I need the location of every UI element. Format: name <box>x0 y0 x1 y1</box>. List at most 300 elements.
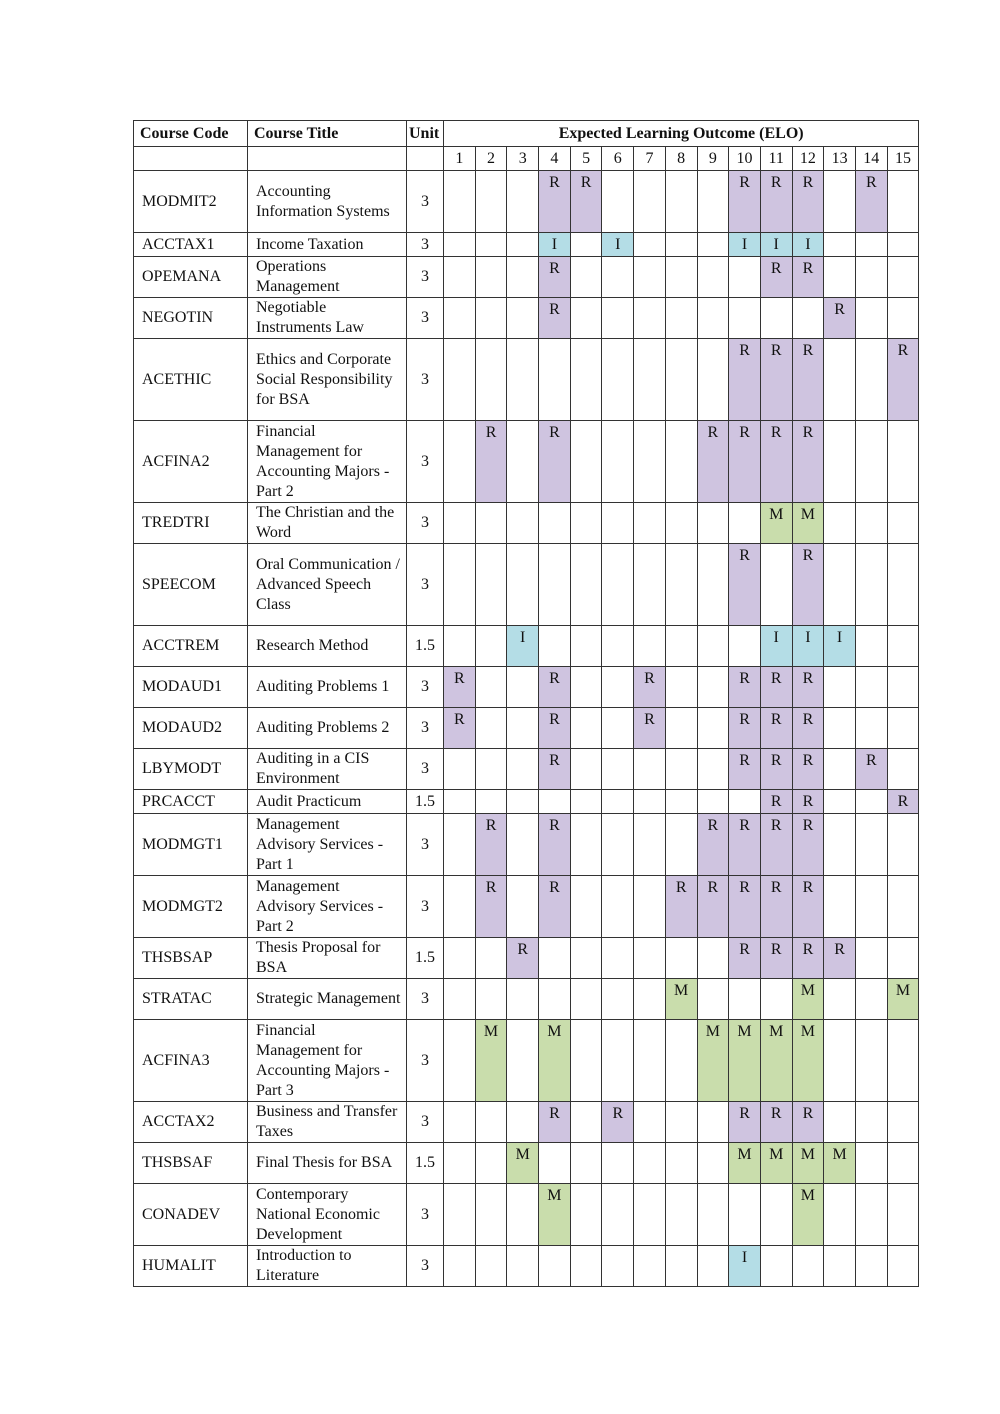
elo-mark-r: R <box>570 171 602 233</box>
table-row <box>134 503 919 544</box>
elo-empty-cell <box>760 1184 792 1246</box>
elo-empty-cell <box>697 979 729 1020</box>
course-code: ACCTAX1 <box>134 233 248 257</box>
elo-empty-cell <box>887 503 919 544</box>
elo-empty-cell <box>887 1143 919 1184</box>
elo-empty-cell <box>697 298 729 339</box>
elo-empty-cell <box>475 1102 507 1143</box>
elo-empty-cell <box>887 749 919 790</box>
elo-mark-r: R <box>760 749 792 790</box>
elo-empty-cell <box>665 339 697 421</box>
elo-mark-r: R <box>602 1102 634 1143</box>
course-unit: 3 <box>407 421 444 503</box>
elo-empty-cell <box>475 1184 507 1246</box>
elo-mark-m: M <box>760 503 792 544</box>
elo-empty-cell <box>570 421 602 503</box>
elo-empty-cell <box>697 708 729 749</box>
elo-empty-cell <box>602 298 634 339</box>
elo-mark-i: I <box>729 1246 761 1287</box>
elo-empty-cell <box>570 626 602 667</box>
elo-empty-cell <box>570 1102 602 1143</box>
elo-empty-cell <box>507 171 539 233</box>
elo-mark-r: R <box>792 544 824 626</box>
elo-empty-cell <box>824 233 856 257</box>
elo-empty-cell <box>507 421 539 503</box>
elo-empty-cell <box>665 626 697 667</box>
elo-empty-cell <box>507 876 539 938</box>
elo-mark-m: M <box>792 979 824 1020</box>
elo-empty-cell <box>697 171 729 233</box>
elo-empty-cell <box>444 1184 476 1246</box>
elo-empty-cell <box>824 421 856 503</box>
elo-empty-cell <box>570 298 602 339</box>
elo-empty-cell <box>539 1246 571 1287</box>
elo-empty-cell <box>855 298 887 339</box>
elo-mark-r: R <box>475 421 507 503</box>
outcome-number: 7 <box>634 147 666 171</box>
elo-mark-r: R <box>729 876 761 938</box>
elo-mark-r: R <box>792 171 824 233</box>
elo-mark-r: R <box>444 667 476 708</box>
elo-mark-r: R <box>855 171 887 233</box>
elo-mark-m: M <box>824 1143 856 1184</box>
course-code: ACFINA2 <box>134 421 248 503</box>
elo-mark-r: R <box>539 814 571 876</box>
outcome-number: 8 <box>665 147 697 171</box>
course-code: TREDTRI <box>134 503 248 544</box>
course-title: Ethics and Corporate Social Responsibility for BSA <box>248 339 407 421</box>
elo-empty-cell <box>665 1102 697 1143</box>
elo-empty-cell <box>507 1020 539 1102</box>
elo-empty-cell <box>665 233 697 257</box>
elo-empty-cell <box>507 544 539 626</box>
elo-empty-cell <box>634 938 666 979</box>
elo-empty-cell <box>634 626 666 667</box>
course-unit: 3 <box>407 339 444 421</box>
elo-empty-cell <box>887 544 919 626</box>
elo-empty-cell <box>887 708 919 749</box>
elo-empty-cell <box>475 257 507 298</box>
course-code: MODMGT1 <box>134 814 248 876</box>
elo-empty-cell <box>697 257 729 298</box>
table-row <box>134 749 919 790</box>
elo-empty-cell <box>444 298 476 339</box>
elo-empty-cell <box>665 749 697 790</box>
elo-empty-cell <box>760 979 792 1020</box>
elo-empty-cell <box>634 1246 666 1287</box>
course-title: Strategic Management <box>248 979 407 1020</box>
course-code: LBYMODT <box>134 749 248 790</box>
elo-empty-cell <box>824 1102 856 1143</box>
outcome-number: 11 <box>760 147 792 171</box>
table-row <box>134 708 919 749</box>
elo-empty-cell <box>634 1184 666 1246</box>
course-title: Research Method <box>248 626 407 667</box>
elo-empty-cell <box>855 1246 887 1287</box>
elo-empty-cell <box>887 938 919 979</box>
elo-empty-cell <box>602 1020 634 1102</box>
elo-mark-r: R <box>760 667 792 708</box>
elo-mark-r: R <box>792 790 824 814</box>
elo-empty-cell <box>634 749 666 790</box>
elo-empty-cell <box>887 298 919 339</box>
course-code: HUMALIT <box>134 1246 248 1287</box>
elo-empty-cell <box>602 626 634 667</box>
elo-mark-r: R <box>697 814 729 876</box>
elo-header: Expected Learning Outcome (ELO) <box>444 121 919 147</box>
elo-empty-cell <box>444 171 476 233</box>
course-code: MODMGT2 <box>134 876 248 938</box>
elo-empty-cell <box>729 257 761 298</box>
elo-mark-r: R <box>729 171 761 233</box>
elo-mark-r: R <box>887 790 919 814</box>
elo-mark-r: R <box>792 667 824 708</box>
elo-empty-cell <box>760 544 792 626</box>
elo-empty-cell <box>824 1020 856 1102</box>
course-code: ACETHIC <box>134 339 248 421</box>
elo-empty-cell <box>887 1020 919 1102</box>
elo-empty-cell <box>570 1020 602 1102</box>
elo-mark-r: R <box>887 339 919 421</box>
elo-mark-m: M <box>792 503 824 544</box>
elo-empty-cell <box>507 1184 539 1246</box>
elo-empty-cell <box>570 938 602 979</box>
elo-empty-cell <box>475 938 507 979</box>
elo-empty-cell <box>602 421 634 503</box>
course-title: Auditing Problems 2 <box>248 708 407 749</box>
elo-empty-cell <box>729 790 761 814</box>
elo-empty-cell <box>855 626 887 667</box>
elo-empty-cell <box>507 257 539 298</box>
course-code: MODAUD1 <box>134 667 248 708</box>
table-row <box>134 667 919 708</box>
elo-mark-r: R <box>760 938 792 979</box>
elo-empty-cell <box>887 1102 919 1143</box>
elo-empty-cell <box>507 298 539 339</box>
elo-empty-cell <box>634 503 666 544</box>
course-title: Management Advisory Services - Part 2 <box>248 876 407 938</box>
elo-empty-cell <box>602 1246 634 1287</box>
course-code: MODAUD2 <box>134 708 248 749</box>
elo-empty-cell <box>855 814 887 876</box>
elo-empty-cell <box>570 544 602 626</box>
elo-mark-r: R <box>475 876 507 938</box>
course-title: Introduction to Literature <box>248 1246 407 1287</box>
table-header <box>134 121 919 171</box>
elo-empty-cell <box>887 667 919 708</box>
elo-empty-cell <box>855 876 887 938</box>
elo-empty-cell <box>855 1020 887 1102</box>
elo-empty-cell <box>475 171 507 233</box>
course-title: Business and Transfer Taxes <box>248 1102 407 1143</box>
elo-empty-cell <box>824 749 856 790</box>
elo-empty-cell <box>570 1143 602 1184</box>
elo-empty-cell <box>697 503 729 544</box>
course-code: ACFINA3 <box>134 1020 248 1102</box>
elo-empty-cell <box>444 790 476 814</box>
elo-mark-m: M <box>539 1020 571 1102</box>
elo-empty-cell <box>855 1184 887 1246</box>
elo-empty-cell <box>475 790 507 814</box>
elo-empty-cell <box>539 979 571 1020</box>
elo-empty-cell <box>475 503 507 544</box>
course-title: Negotiable Instruments Law <box>248 298 407 339</box>
elo-empty-cell <box>539 626 571 667</box>
course-code: PRCACCT <box>134 790 248 814</box>
elo-empty-cell <box>697 938 729 979</box>
outcome-number: 15 <box>887 147 919 171</box>
elo-mark-r: R <box>760 1102 792 1143</box>
elo-empty-cell <box>634 1020 666 1102</box>
elo-mark-r: R <box>665 876 697 938</box>
elo-empty-cell <box>729 503 761 544</box>
elo-empty-cell <box>824 876 856 938</box>
elo-empty-cell <box>602 503 634 544</box>
blank-header-cell <box>407 147 444 171</box>
elo-empty-cell <box>570 1184 602 1246</box>
elo-empty-cell <box>444 544 476 626</box>
outcome-number: 6 <box>602 147 634 171</box>
elo-empty-cell <box>855 979 887 1020</box>
elo-mark-r: R <box>792 708 824 749</box>
course-code: CONADEV <box>134 1184 248 1246</box>
elo-mark-r: R <box>729 708 761 749</box>
elo-empty-cell <box>507 979 539 1020</box>
elo-empty-cell <box>602 708 634 749</box>
course-unit: 3 <box>407 233 444 257</box>
elo-empty-cell <box>444 339 476 421</box>
elo-empty-cell <box>570 339 602 421</box>
elo-empty-cell <box>824 667 856 708</box>
table-row <box>134 814 919 876</box>
elo-empty-cell <box>697 1184 729 1246</box>
elo-mark-r: R <box>760 814 792 876</box>
course-code: ACCTREM <box>134 626 248 667</box>
elo-mark-r: R <box>760 171 792 233</box>
elo-empty-cell <box>602 544 634 626</box>
elo-empty-cell <box>824 171 856 233</box>
blank-header-cell <box>134 147 248 171</box>
elo-empty-cell <box>634 814 666 876</box>
elo-mark-m: M <box>792 1143 824 1184</box>
elo-empty-cell <box>855 1102 887 1143</box>
elo-mark-r: R <box>760 339 792 421</box>
elo-mark-r: R <box>444 708 476 749</box>
elo-empty-cell <box>507 339 539 421</box>
elo-empty-cell <box>634 876 666 938</box>
elo-empty-cell <box>792 298 824 339</box>
elo-empty-cell <box>602 790 634 814</box>
elo-empty-cell <box>824 1246 856 1287</box>
elo-empty-cell <box>570 257 602 298</box>
elo-empty-cell <box>697 626 729 667</box>
elo-mark-r: R <box>539 708 571 749</box>
elo-mark-r: R <box>792 749 824 790</box>
elo-empty-cell <box>602 876 634 938</box>
elo-empty-cell <box>855 938 887 979</box>
elo-empty-cell <box>887 626 919 667</box>
table-row <box>134 339 919 421</box>
elo-empty-cell <box>634 171 666 233</box>
elo-mark-r: R <box>760 421 792 503</box>
elo-empty-cell <box>665 1143 697 1184</box>
elo-empty-cell <box>697 667 729 708</box>
course-unit: 3 <box>407 171 444 233</box>
elo-mark-r: R <box>792 876 824 938</box>
elo-empty-cell <box>507 749 539 790</box>
elo-empty-cell <box>665 298 697 339</box>
course-code: ACCTAX2 <box>134 1102 248 1143</box>
elo-mark-r: R <box>634 667 666 708</box>
table-row <box>134 1143 919 1184</box>
course-title: Oral Communication / Advanced Speech Class <box>248 544 407 626</box>
elo-empty-cell <box>444 1020 476 1102</box>
elo-mark-r: R <box>760 257 792 298</box>
elo-empty-cell <box>475 626 507 667</box>
elo-empty-cell <box>444 233 476 257</box>
course-unit: 3 <box>407 667 444 708</box>
elo-empty-cell <box>602 938 634 979</box>
course-code: MODMIT2 <box>134 171 248 233</box>
course-unit: 3 <box>407 1102 444 1143</box>
elo-empty-cell <box>507 1102 539 1143</box>
elo-empty-cell <box>444 626 476 667</box>
elo-empty-cell <box>602 171 634 233</box>
elo-empty-cell <box>507 1246 539 1287</box>
elo-empty-cell <box>570 1246 602 1287</box>
elo-empty-cell <box>539 790 571 814</box>
elo-mark-r: R <box>729 1102 761 1143</box>
elo-empty-cell <box>602 749 634 790</box>
elo-empty-cell <box>507 708 539 749</box>
elo-empty-cell <box>444 876 476 938</box>
elo-empty-cell <box>887 171 919 233</box>
elo-empty-cell <box>475 339 507 421</box>
outcome-number: 3 <box>507 147 539 171</box>
course-title: Auditing Problems 1 <box>248 667 407 708</box>
elo-mark-i: I <box>792 233 824 257</box>
elo-empty-cell <box>665 667 697 708</box>
elo-empty-cell <box>824 257 856 298</box>
elo-empty-cell <box>665 938 697 979</box>
course-code: NEGOTIN <box>134 298 248 339</box>
elo-empty-cell <box>444 1246 476 1287</box>
elo-empty-cell <box>855 708 887 749</box>
elo-mark-m: M <box>507 1143 539 1184</box>
elo-mark-r: R <box>824 938 856 979</box>
elo-empty-cell <box>570 979 602 1020</box>
elo-mark-r: R <box>539 421 571 503</box>
course-unit: 1.5 <box>407 1143 444 1184</box>
elo-mark-i: I <box>760 233 792 257</box>
course-unit: 3 <box>407 708 444 749</box>
course-unit: 3 <box>407 876 444 938</box>
elo-empty-cell <box>824 790 856 814</box>
elo-mark-r: R <box>855 749 887 790</box>
course-code: SPEECOM <box>134 544 248 626</box>
elo-mark-r: R <box>539 171 571 233</box>
elo-empty-cell <box>570 667 602 708</box>
table-row <box>134 257 919 298</box>
course-code: THSBSAF <box>134 1143 248 1184</box>
elo-empty-cell <box>665 1246 697 1287</box>
elo-mark-m: M <box>729 1143 761 1184</box>
elo-mark-r: R <box>697 876 729 938</box>
outcome-number-row <box>134 147 919 171</box>
elo-empty-cell <box>634 339 666 421</box>
elo-mark-m: M <box>792 1184 824 1246</box>
elo-empty-cell <box>855 503 887 544</box>
elo-empty-cell <box>665 421 697 503</box>
elo-mark-m: M <box>760 1020 792 1102</box>
table-row <box>134 876 919 938</box>
course-title: Contemporary National Economic Development <box>248 1184 407 1246</box>
elo-empty-cell <box>634 790 666 814</box>
elo-empty-cell <box>570 749 602 790</box>
elo-empty-cell <box>697 233 729 257</box>
elo-empty-cell <box>665 503 697 544</box>
elo-mark-m: M <box>760 1143 792 1184</box>
course-title: Financial Management for Accounting Majors - Part 3 <box>248 1020 407 1102</box>
elo-empty-cell <box>855 257 887 298</box>
elo-empty-cell <box>444 421 476 503</box>
elo-empty-cell <box>444 938 476 979</box>
elo-mark-i: I <box>760 626 792 667</box>
elo-empty-cell <box>634 544 666 626</box>
outcome-number: 9 <box>697 147 729 171</box>
elo-empty-cell <box>634 233 666 257</box>
elo-empty-cell <box>602 814 634 876</box>
elo-empty-cell <box>729 979 761 1020</box>
elo-empty-cell <box>634 257 666 298</box>
elo-mark-r: R <box>792 938 824 979</box>
elo-empty-cell <box>475 1143 507 1184</box>
elo-mark-r: R <box>539 749 571 790</box>
elo-empty-cell <box>665 257 697 298</box>
elo-empty-cell <box>539 339 571 421</box>
elo-mark-r: R <box>539 667 571 708</box>
elo-mark-r: R <box>792 257 824 298</box>
elo-mark-r: R <box>539 876 571 938</box>
course-title-header: Course Title <box>248 121 407 147</box>
table-row <box>134 171 919 233</box>
course-title: Final Thesis for BSA <box>248 1143 407 1184</box>
elo-empty-cell <box>444 979 476 1020</box>
elo-mark-r: R <box>760 790 792 814</box>
elo-mark-r: R <box>539 257 571 298</box>
elo-empty-cell <box>539 938 571 979</box>
elo-empty-cell <box>824 1184 856 1246</box>
elo-empty-cell <box>824 544 856 626</box>
elo-empty-cell <box>475 979 507 1020</box>
outcome-number: 10 <box>729 147 761 171</box>
elo-empty-cell <box>602 1143 634 1184</box>
elo-empty-cell <box>665 814 697 876</box>
elo-mark-m: M <box>665 979 697 1020</box>
course-unit: 3 <box>407 503 444 544</box>
elo-empty-cell <box>507 667 539 708</box>
elo-mark-m: M <box>887 979 919 1020</box>
elo-empty-cell <box>887 257 919 298</box>
elo-mark-r: R <box>729 749 761 790</box>
elo-empty-cell <box>602 979 634 1020</box>
elo-empty-cell <box>634 1143 666 1184</box>
elo-empty-cell <box>507 790 539 814</box>
elo-empty-cell <box>444 257 476 298</box>
elo-empty-cell <box>855 339 887 421</box>
elo-empty-cell <box>665 544 697 626</box>
outcome-number: 13 <box>824 147 856 171</box>
